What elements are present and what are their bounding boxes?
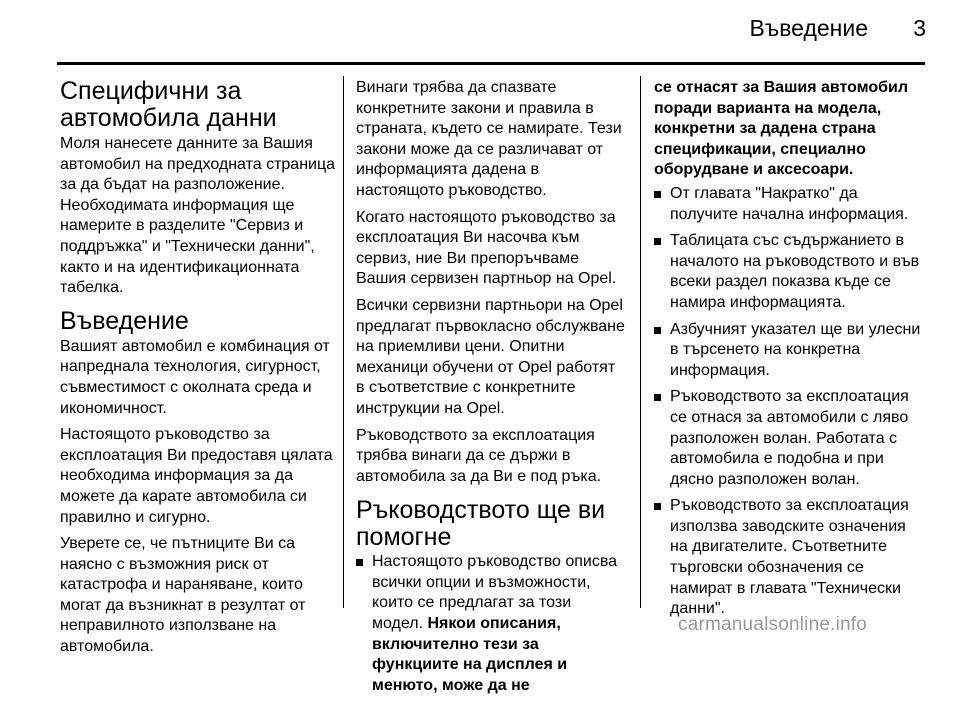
list-item-text: Азбучният указател ще ви улесни в търсенето на конкретна информация.: [670, 320, 921, 379]
bullet-icon: [654, 394, 661, 401]
paragraph-intro-3: Уверете се, че пътниците Ви са наясно с възможния риск от катастрофа и нараняване, които могат да възникнат в резултат от неправилното използване на автомобила.: [60, 535, 306, 656]
continued-bold-text: се отнасят за Вашия автомобил поради варианта на модела, конкретни за дадена страна спецификации, специално оборудване и аксесоари.: [654, 79, 909, 179]
page-number: 3: [913, 15, 926, 41]
heading-vehicle-data: Специфични за автомобила данни: [60, 77, 277, 132]
list-item-text: От главата "Накратко" да получите начална информация.: [670, 184, 909, 223]
list-item-text: Таблицата със съдържанието в началото на ръководството и във всеки раздел показва къде се намира информацията.: [670, 232, 920, 311]
bullet-icon: [654, 503, 661, 510]
paragraph-keep-manual: Ръководството за експлоатация трябва винаги да се държи в автомобила за да Ви е под ръка.: [356, 426, 602, 485]
bullet-icon: [356, 559, 363, 566]
paragraph-laws: Винаги трябва да спазвате конкретните закони и правила в страната, където се намирате. Тези закони може да се различават от информацията дадена в настоящото ръководство.: [356, 79, 622, 199]
header-rule: [57, 62, 925, 65]
heading-introduction: Въведение: [60, 306, 189, 335]
list-item: [654, 387, 926, 490]
list-item: [654, 231, 926, 313]
paragraph-continued: [654, 78, 926, 181]
heading-manual-helps: Ръководството ще ви помогне: [356, 496, 606, 552]
list-item-text: Ръководството за експлоатация се отнася за автомобили с ляво разположен волан. Работата с автомобила е подобна и при дясно разположен волан.: [670, 388, 909, 488]
page-header: [0, 0, 960, 62]
list-item: [654, 320, 926, 382]
column-divider-1: [343, 76, 344, 608]
column-1: [60, 78, 336, 664]
running-title: Въведение: [749, 15, 868, 41]
list-item: [356, 552, 626, 696]
help-list-continued: [654, 184, 926, 620]
bullet-icon: [654, 238, 661, 245]
paragraph-vehicle-data: Моля нанесете данните за Вашия автомобил на предходната страница за да бъдат на разположение. Необходимата информация ще намерите в разделите "Сервиз и поддръжка" и "Технически данни", както и на идентификационната табелка.: [60, 135, 336, 297]
column-2: [356, 78, 626, 702]
bullet-icon: [654, 191, 661, 198]
column-divider-2: [640, 76, 641, 608]
paragraph-partners: Всички сервизни партньори на Opel предлагат първокласно обслужване на приемливи цени. Опитни механици обучени от Opel работят в съответствие с конкретните инструкции на Opel.: [356, 296, 625, 417]
list-item: [654, 184, 926, 225]
list-item-text: Настоящото ръководство описва всички опции и възможности, които се предлагат за този модел.: [372, 553, 618, 633]
column-3: [654, 78, 926, 626]
list-item-bold-text: Някои описания, включително тези за функциите на дисплея и менюто, може да не: [372, 615, 568, 694]
help-list: [356, 552, 626, 696]
paragraph-intro-1: Вашият автомобил е комбинация от напреднала технология, сигурност, съвместимост с околната среда и икономичност.: [60, 337, 330, 417]
bullet-icon: [654, 327, 661, 334]
list-item: [654, 496, 926, 620]
watermark: carmanualsonline.info: [678, 614, 868, 635]
paragraph-intro-2: Настоящото ръководство за експлоатация Ви предоставя цялата необходима информация за да можете да карате автомобила си правилно и сигурно.: [60, 426, 333, 526]
paragraph-service: Когато настоящото ръководство за експлоатация Ви насочва към сервиз, ние Ви препоръчваме Вашия сервизен партньор на Opel.: [356, 208, 617, 288]
list-item-text: Ръководството за експлоатация използва заводските означения на двигателите. Съответните търговски обозначения се намират в главата "Технически данни".: [670, 497, 909, 618]
